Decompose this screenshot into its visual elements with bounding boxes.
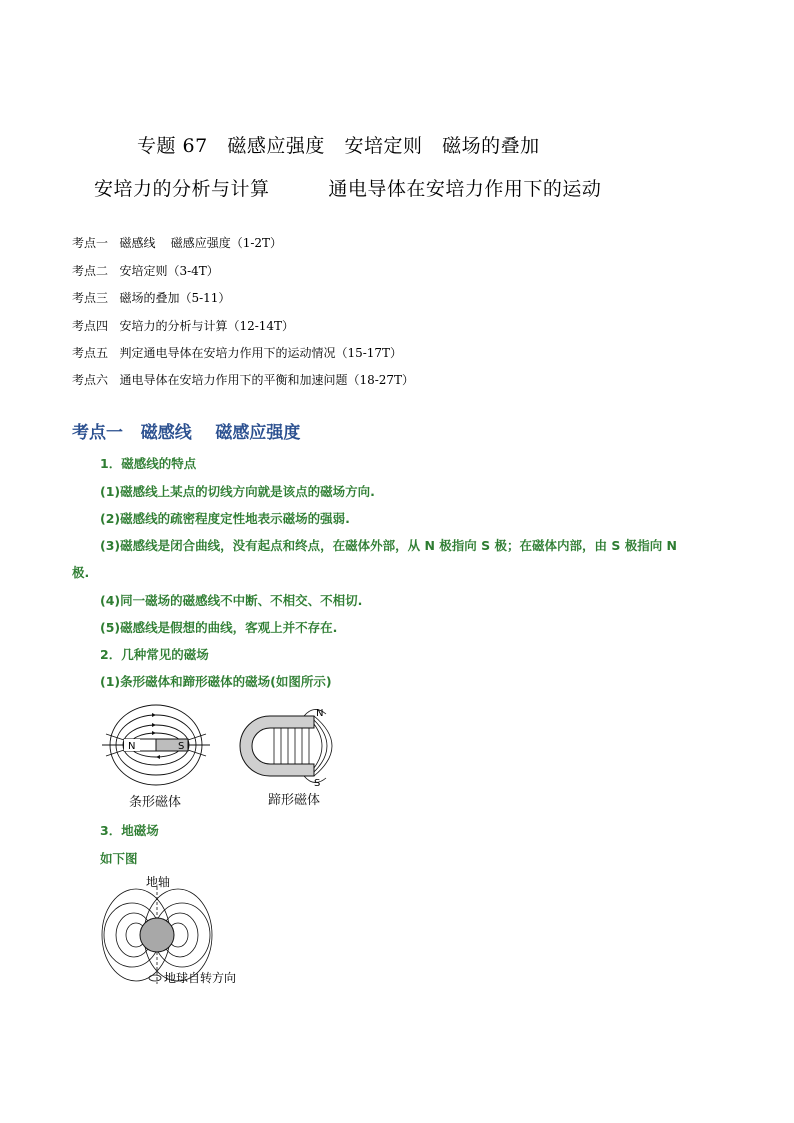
bar-s-label: S (178, 741, 185, 752)
point-heading-2: 2．几种常见的磁场 (100, 647, 209, 662)
bar-magnet-caption: 条形磁体 (129, 795, 182, 810)
earth-rotation-label: 地球自转方向 (164, 971, 237, 985)
toc-item-6: 考点六 通电导体在安培力作用下的平衡和加速问题（18-27T） (72, 373, 415, 387)
hs-n-label: N (316, 708, 324, 719)
point-1-item-5: (5)磁感线是假想的曲线，客观上并不存在. (100, 620, 338, 635)
point-1-item-2: (2)磁感线的疏密程度定性地表示磁场的强弱. (100, 511, 350, 526)
point-heading-3: 3．地磁场 (100, 823, 159, 838)
hs-s-label: S (314, 778, 321, 789)
page-title-line1: 专题 67 磁感应强度 安培定则 磁场的叠加 (137, 135, 540, 157)
toc-item-4: 考点四 安培力的分析与计算（12-14T） (72, 319, 295, 333)
point-1-item-4: (4)同一磁场的磁感线不中断、不相交、不相切. (100, 593, 363, 608)
point-1-item-1: (1)磁感线上某点的切线方向就是该点的磁场方向. (100, 484, 375, 499)
toc-item-5: 考点五 判定通电导体在安培力作用下的运动情况（15-17T） (72, 346, 403, 360)
toc-item-2: 考点二 安培定则（3-4T） (72, 264, 219, 278)
point-2-item-1: (1)条形磁体和蹄形磁体的磁场(如图所示) (100, 674, 332, 689)
page-title-line2: 安培力的分析与计算 通电导体在安培力作用下的运动 (94, 178, 602, 200)
point-heading-1: 1．磁感线的特点 (100, 456, 197, 471)
bar-n-label: N (128, 741, 136, 752)
section-heading: 考点一 磁感线 磁感应强度 (72, 423, 301, 443)
figure-intro: 如下图 (100, 851, 138, 866)
bar-magnet-figure (100, 700, 212, 792)
horseshoe-magnet-caption: 蹄形磁体 (268, 793, 321, 808)
earth-axis-label: 地轴 (146, 875, 171, 889)
horseshoe-magnet-figure (234, 702, 358, 792)
point-1-item-3: (3)磁感线是闭合曲线，没有起点和终点，在磁体外部，从 N 极指向 S 极；在磁体内部，由 S 极指向 N (100, 538, 678, 553)
point-1-item-3-cont: 极. (72, 565, 90, 580)
toc-item-1: 考点一 磁感线 磁感应强度（1-2T） (72, 236, 283, 250)
toc-item-3: 考点三 磁场的叠加（5-11） (72, 291, 231, 305)
earth-magnetic-field-figure (98, 872, 258, 992)
